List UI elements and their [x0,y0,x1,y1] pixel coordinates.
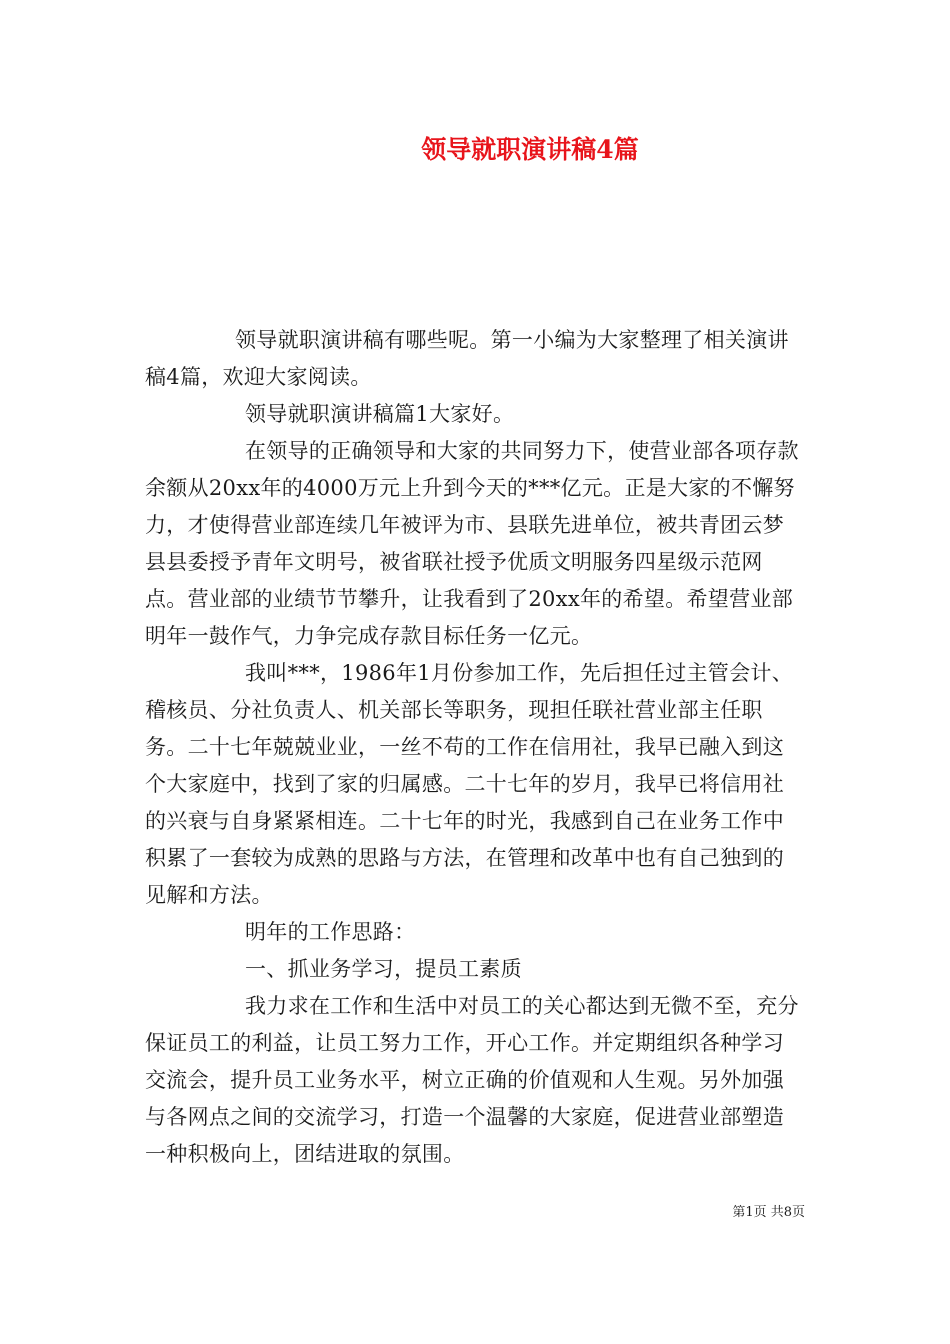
document-body [145,322,805,1173]
paragraph-plan-item-1: 一、抓业务学习，提员工素质 [245,957,522,981]
page-number-footer: 第1页 共8页 [732,1205,805,1220]
paragraph-self-introduction: 我叫***，1986年1月份参加工作，先后担任过主管会计、稽核员、分社负责人、机关部长等职务，现担任联社营业部主任职务。二十七年兢兢业业，一丝不苟的工作在信用社，我早已融入到这个大家庭中，找到了家的归属感。二十七年的岁月，我早已将信用社的兴衰与自身紧紧相连。二十七年的时光，我感到自己在业务工作中积累了一套较为成熟的思路与方法，在管理和改革中也有自己独到的见解和方法。 [145,661,794,907]
paragraph-intro: 领导就职演讲稿有哪些呢。第一小编为大家整理了相关演讲稿4篇，欢迎大家阅读。 [145,328,789,389]
paragraph-achievements: 在领导的正确领导和大家的共同努力下，使营业部各项存款余额从20xx年的4000万元上升到今天的***亿元。正是大家的不懈努力，才使得营业部连续几年被评为市、县联先进单位，被共青团云梦县县委授予青年文明号，被省联社授予优质文明服务四星级示范网点。营业部的业绩节节攀升，让我看到了20xx年的希望。希望营业部明年一鼓作气，力争完成存款目标任务一亿元。 [145,439,799,648]
paragraph-section-heading: 领导就职演讲稿篇1大家好。 [245,402,515,426]
paragraph-work-plan-heading: 明年的工作思路： [245,920,416,944]
document-title: 领导就职演讲稿4篇 [421,135,639,164]
paragraph-plan-item-1-detail: 我力求在工作和生活中对员工的关心都达到无微不至，充分保证员工的利益，让员工努力工作，开心工作。并定期组织各种学习交流会，提升员工业务水平，树立正确的价值观和人生观。另外加强与各网点之间的交流学习，打造一个温馨的大家庭，促进营业部塑造一种积极向上，团结进取的氛围。 [145,994,799,1166]
